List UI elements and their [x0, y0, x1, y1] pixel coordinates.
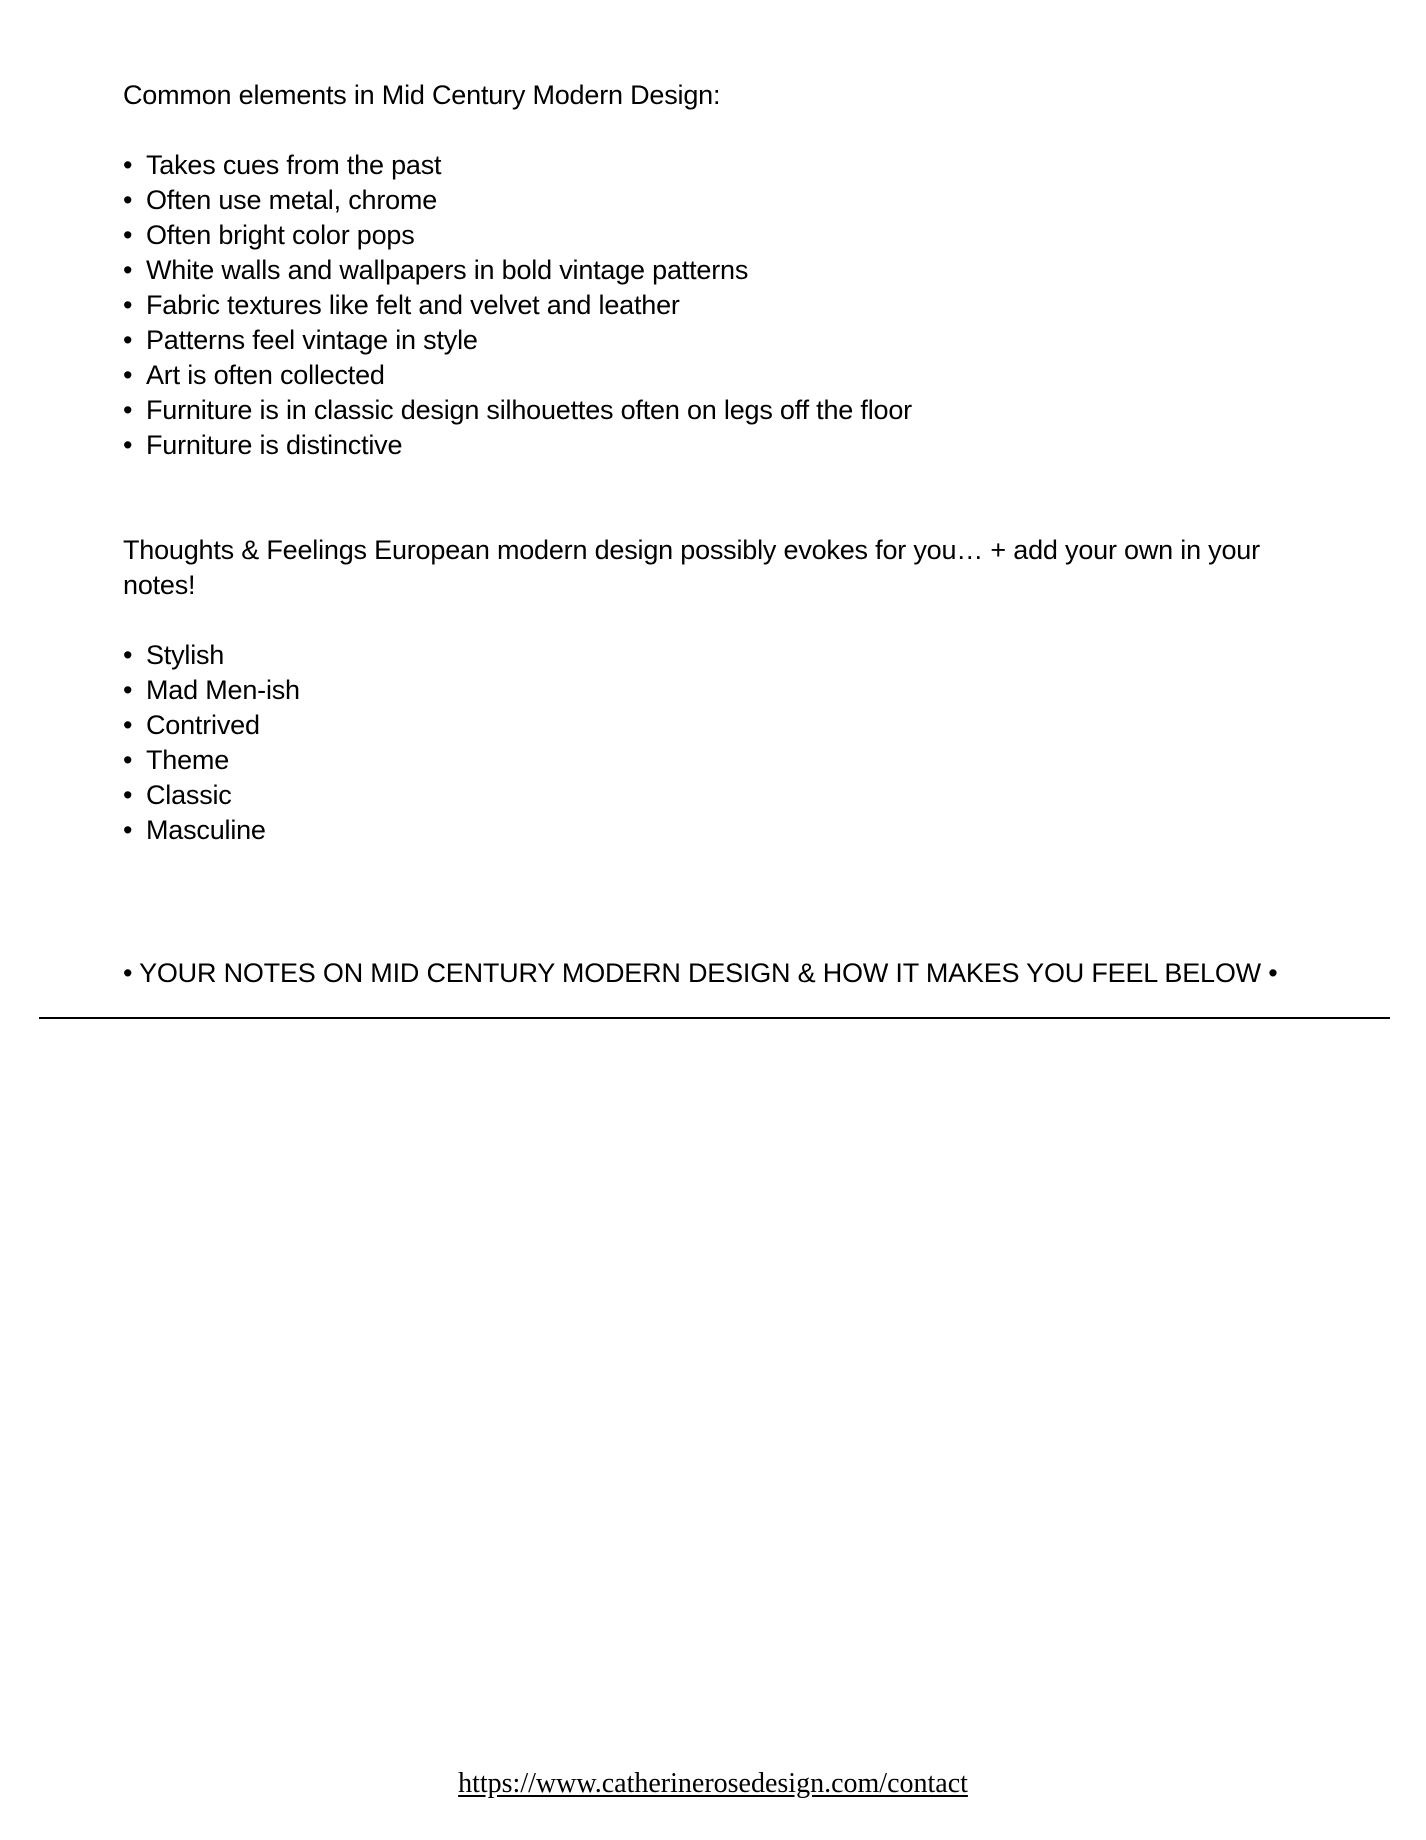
bullet: • [123, 710, 133, 740]
bullet: • [123, 745, 133, 775]
list-item: • Furniture is in classic design silhouettes often on legs off the floor [123, 393, 1303, 428]
list-item: • White walls and wallpapers in bold vintage patterns [123, 253, 1303, 288]
section1-list [123, 148, 1303, 463]
list-item: • Mad Men-ish [123, 673, 1303, 708]
list-item: • Contrived [123, 708, 1303, 743]
bullet: • [123, 640, 133, 670]
section2-heading: Thoughts & Feelings European modern design possibly evokes for you… + add your own in your notes! [123, 535, 1260, 600]
notes-divider [39, 1017, 1390, 1019]
list-item: • Often bright color pops [123, 218, 1303, 253]
main-content [123, 78, 1303, 848]
list-item: • Masculine [123, 813, 1303, 848]
list-item: • Often use metal, chrome [123, 183, 1303, 218]
bullet: • [123, 290, 133, 320]
bullet: • [123, 185, 133, 215]
contact-link[interactable]: https://www.catherinerosedesign.com/contact [458, 1768, 968, 1799]
list-item: • Art is often collected [123, 358, 1303, 393]
list-item: • Theme [123, 743, 1303, 778]
bullet: • [123, 220, 133, 250]
bullet: • [123, 395, 133, 425]
list-item: • Stylish [123, 638, 1303, 673]
bullet: • [123, 325, 133, 355]
list-item: • Fabric textures like felt and velvet and leather [123, 288, 1303, 323]
bullet: • [123, 780, 133, 810]
section1-heading: Common elements in Mid Century Modern Design: [123, 80, 721, 110]
bullet: • [123, 150, 133, 180]
bullet: • [123, 815, 133, 845]
bullet: • [123, 675, 133, 705]
list-item: • Classic [123, 778, 1303, 813]
notes-heading: • YOUR NOTES ON MID CENTURY MODERN DESIGN & HOW IT MAKES YOU FEEL BELOW • [123, 958, 1278, 988]
list-item: • Patterns feel vintage in style [123, 323, 1303, 358]
section2-list [123, 638, 1303, 848]
list-item: • Takes cues from the past [123, 148, 1303, 183]
bullet: • [123, 430, 133, 460]
bullet: • [123, 255, 133, 285]
bullet: • [123, 360, 133, 390]
list-item: • Furniture is distinctive [123, 428, 1303, 463]
section2 [123, 533, 1303, 848]
